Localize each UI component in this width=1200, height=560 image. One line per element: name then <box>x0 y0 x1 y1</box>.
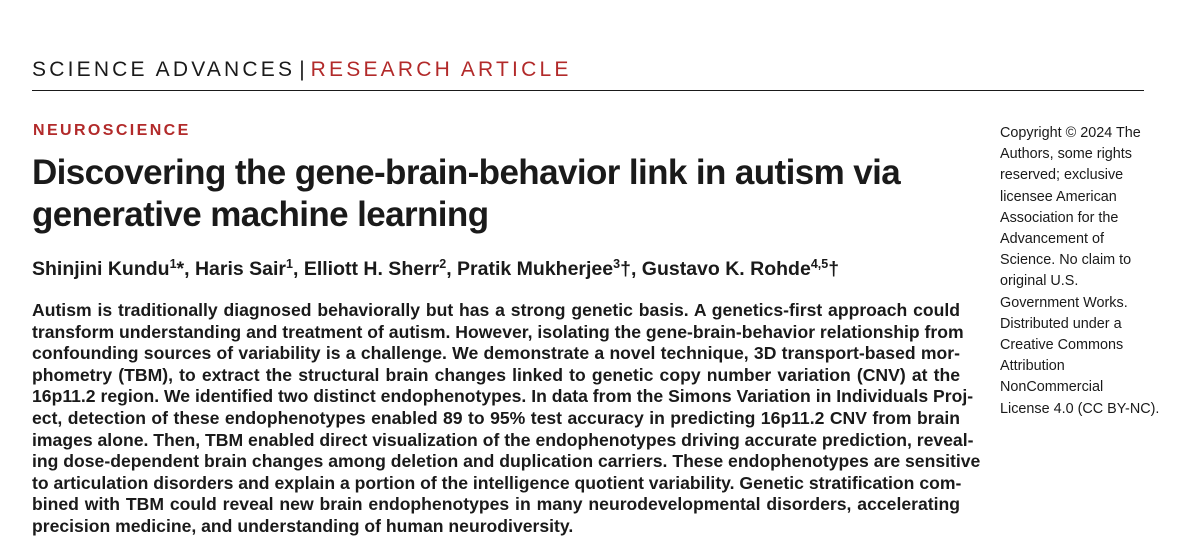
abstract-line: confounding sources of variability is a challenge. We demonstrate a novel technique, 3D transport-based mor- <box>32 343 960 364</box>
copyright-notice <box>1000 123 1175 420</box>
author-name[interactable]: Pratik Mukherjee <box>457 258 614 280</box>
author-mark: † <box>620 258 631 280</box>
copyright-line: NonCommercial <box>1000 379 1104 396</box>
author-mark: † <box>828 258 840 280</box>
copyright-line: Science. No claim to <box>1000 252 1132 269</box>
copyright-line: reserved; exclusive <box>1000 167 1124 184</box>
abstract-line: to articulation disorders and explain a portion of the intelligence quotient variability. Genetic stratification com- <box>32 472 962 493</box>
author-name[interactable]: Shinjini Kundu <box>32 258 170 280</box>
author-list <box>32 256 839 282</box>
section-label: NEUROSCIENCE <box>33 122 191 139</box>
author-affiliation: 2 <box>439 257 447 271</box>
author-mark: * <box>176 258 185 280</box>
copyright-line: Government Works. <box>1000 294 1128 311</box>
abstract-line: transform understanding and treatment of autism. However, isolating the gene-brain-behavior relationship from <box>32 321 964 342</box>
author-separator: , <box>292 258 304 280</box>
article-title <box>32 152 962 236</box>
abstract-line: Autism is traditionally diagnosed behaviorally but has a strong genetic basis. A genetics-first approach could <box>32 300 960 320</box>
copyright-line: original U.S. <box>1000 273 1079 290</box>
author-separator: , <box>184 258 195 280</box>
title-line: generative machine learning <box>32 195 489 234</box>
abstract <box>32 300 981 538</box>
journal-name: SCIENCE ADVANCES <box>32 58 296 81</box>
copyright-line: Copyright © 2024 The <box>1000 125 1141 141</box>
copyright-line: Advancement of <box>1000 231 1104 248</box>
author-name[interactable]: Elliott H. Sherr <box>303 258 440 280</box>
header-separator: | <box>299 58 305 81</box>
abstract-line: ect, detection of these endophenotypes enabled 89 to 95% test accuracy in predicting 16p11.2 CNV from brain <box>32 407 960 428</box>
copyright-line: Attribution <box>1000 358 1065 375</box>
author-affiliation: 4,5 <box>810 257 829 271</box>
abstract-line: ing dose-dependent brain changes among deletion and duplication carriers. These endophenotypes are sensitive <box>32 451 981 472</box>
author-separator: , <box>446 258 458 280</box>
copyright-line: Distributed under a <box>1000 315 1122 332</box>
abstract-line: phometry (TBM), to extract the structural brain changes linked to genetic copy number variation (CNV) at the <box>32 364 960 385</box>
journal-header <box>32 56 1144 91</box>
author-affiliation: 1 <box>286 257 293 271</box>
copyright-line: licensee American <box>1000 188 1117 205</box>
copyright-line: License 4.0 (CC BY-NC). <box>1000 400 1160 417</box>
abstract-line: precision medicine, and understanding of human neurodiversity. <box>32 515 574 536</box>
title-line: Discovering the gene-brain-behavior link in autism via <box>32 153 901 192</box>
article-type: RESEARCH ARTICLE <box>310 58 572 81</box>
copyright-line: Authors, some rights <box>1000 146 1132 163</box>
author-affiliation: 3 <box>613 257 621 271</box>
author-name[interactable]: Haris Sair <box>194 258 287 280</box>
abstract-line: 16p11.2 region. We identified two distinct endophenotypes. In data from the Simons Variation in Individuals Proj- <box>32 386 974 407</box>
abstract-line: images alone. Then, TBM enabled direct visualization of the endophenotypes driving accurate prediction, reveal- <box>32 429 974 450</box>
copyright-line: Creative Commons <box>1000 337 1124 354</box>
abstract-line: bined with TBM could reveal new brain endophenotypes in many neurodevelopmental disorders, accelerating <box>32 494 960 515</box>
copyright-line: Association for the <box>1000 209 1119 226</box>
author-name[interactable]: Gustavo K. Rohde <box>641 258 811 280</box>
author-separator: , <box>630 258 642 280</box>
author-affiliation: 1 <box>169 257 177 271</box>
